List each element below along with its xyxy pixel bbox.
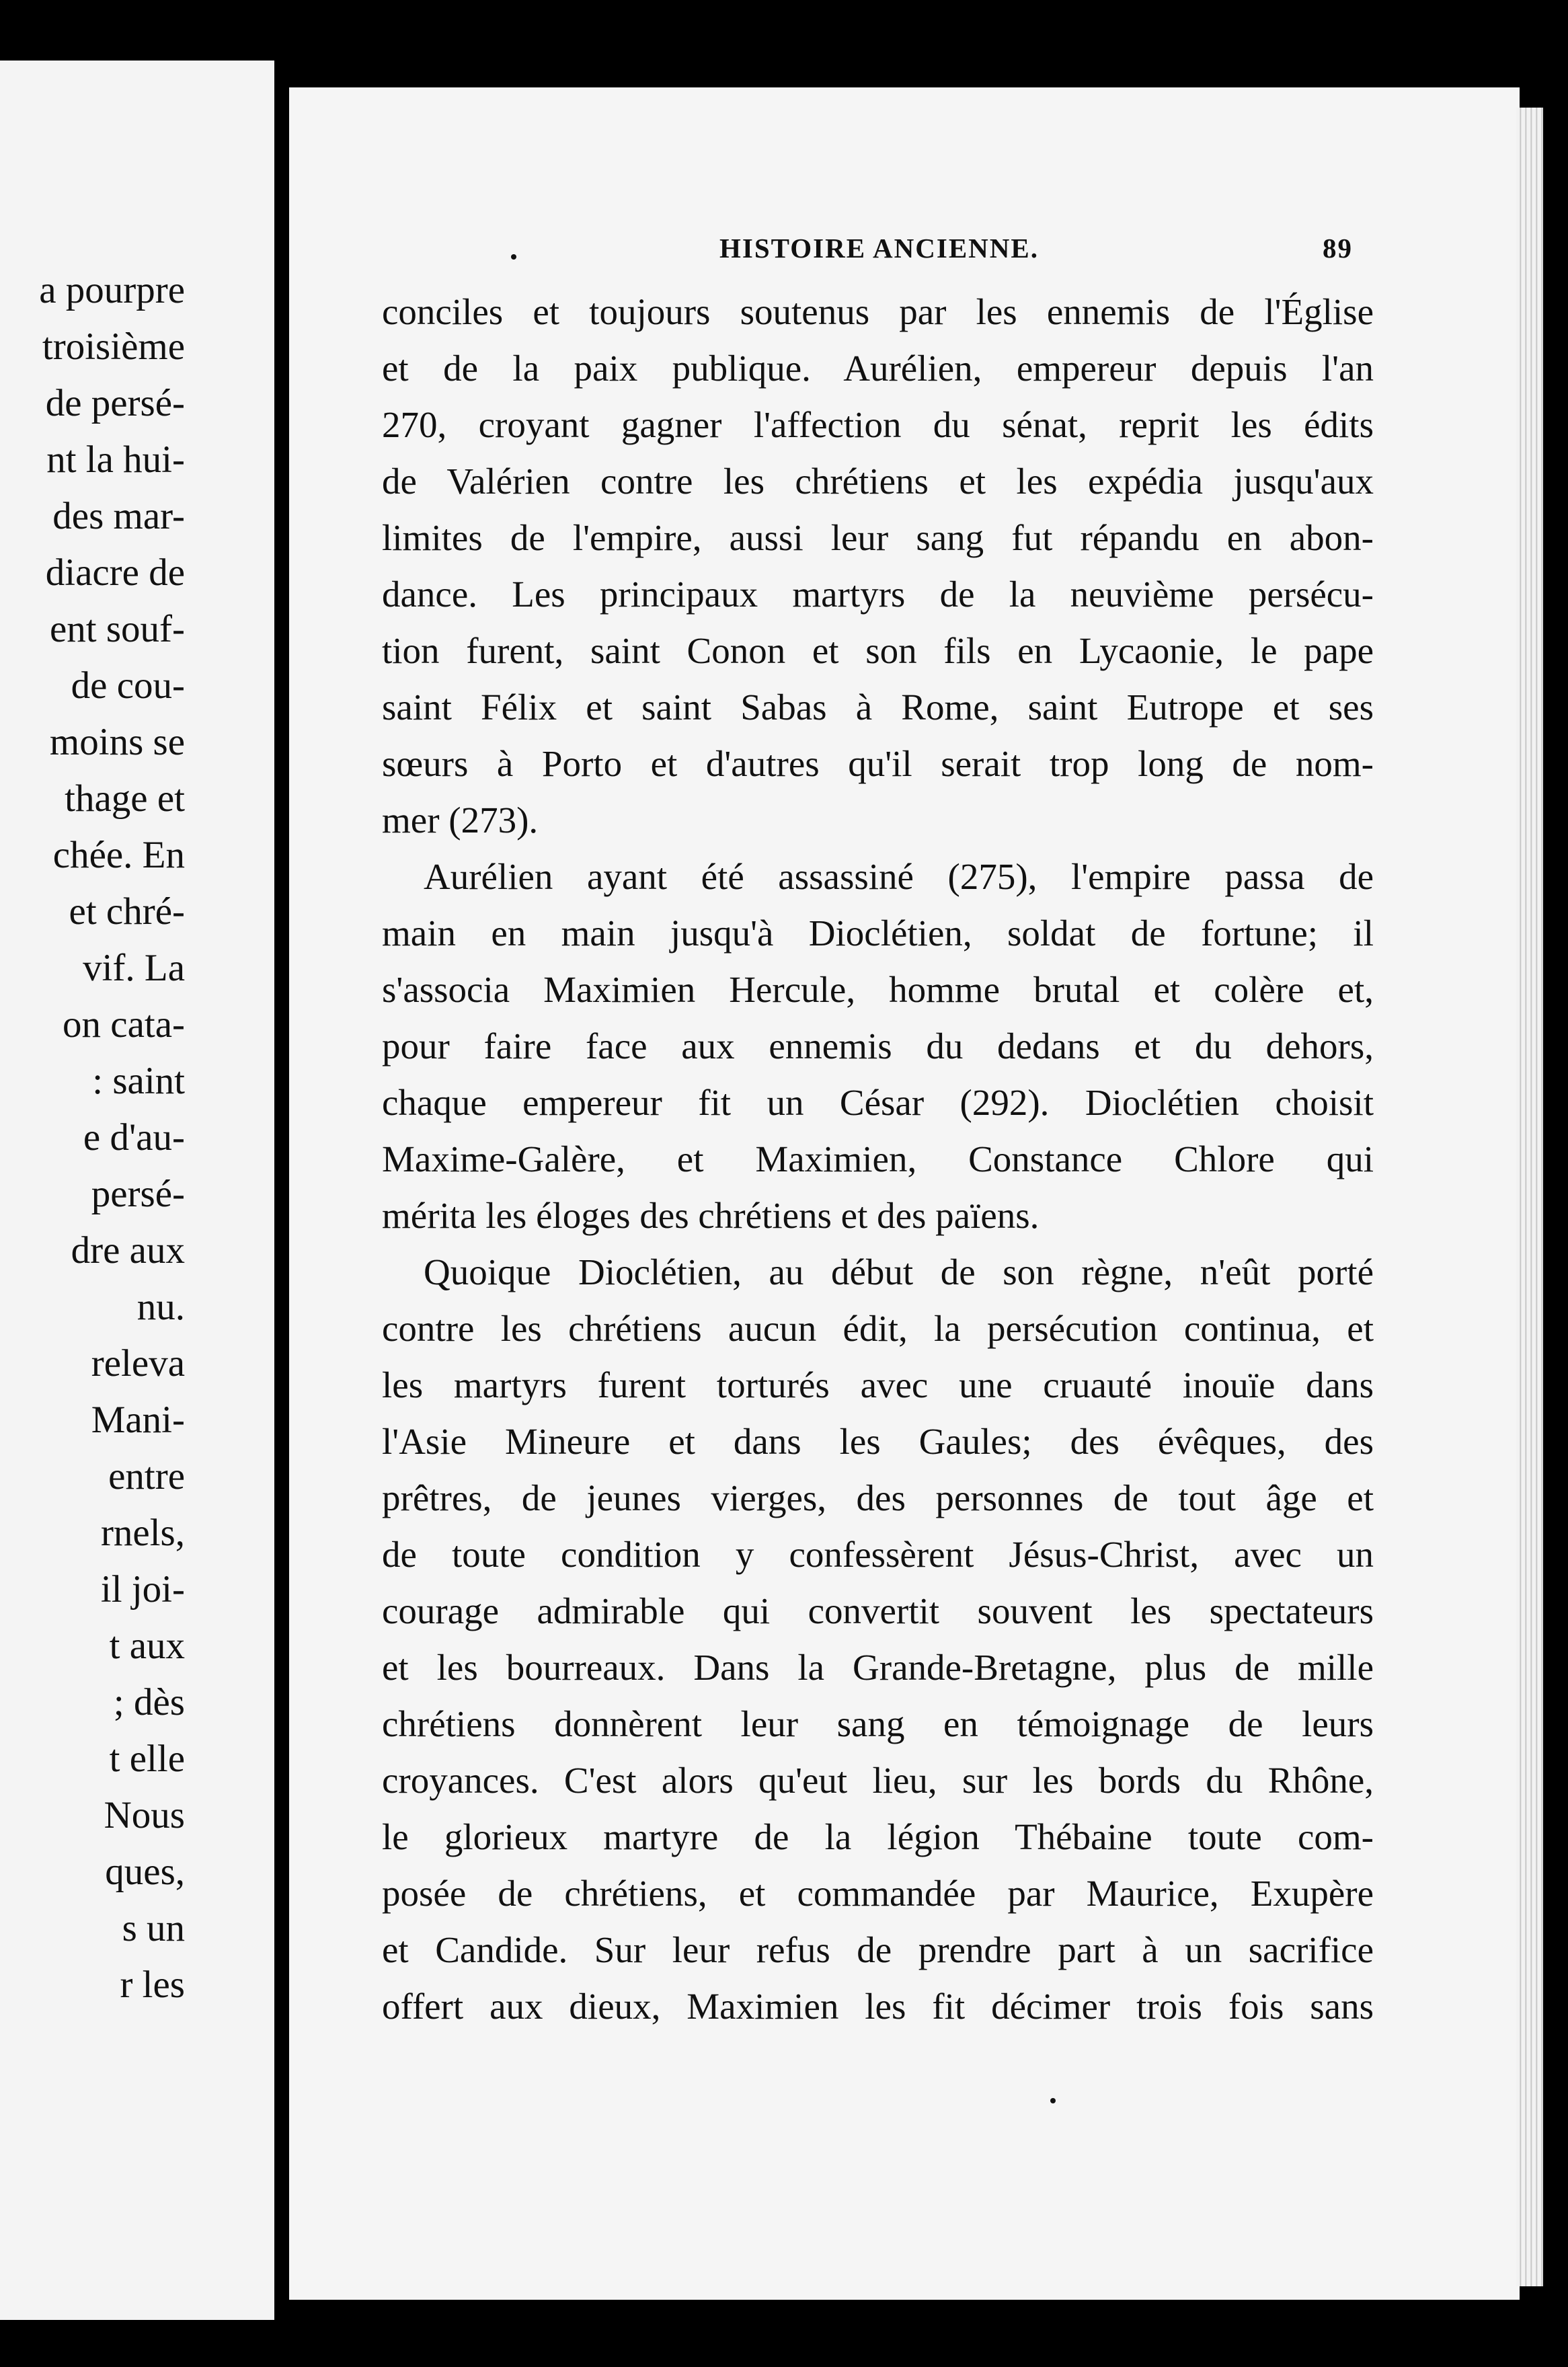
previous-page-line: nu. <box>136 1286 185 1328</box>
previous-page-line: releva <box>91 1342 185 1385</box>
page-edge <box>1516 108 1543 2286</box>
body-line: dance. Les principaux martyrs de la neuvième persécu- <box>382 574 1374 615</box>
previous-page-line: s un <box>122 1907 185 1949</box>
body-line: Aurélien ayant été assassiné (275), l'empire passa de <box>424 856 1374 897</box>
previous-page-line: de cou- <box>71 664 185 707</box>
body-line: contre les chrétiens aucun édit, la persécution continua, et <box>382 1308 1374 1349</box>
previous-page-line: dre aux <box>71 1229 185 1272</box>
body-line: tion furent, saint Conon et son fils en Lycaonie, le pape <box>382 630 1374 671</box>
body-line: chrétiens donnèrent leur sang en témoignage de leurs <box>382 1703 1374 1744</box>
body-line: conciles et toujours soutenus par les ennemis de l'Église <box>382 291 1374 332</box>
previous-page-fragment <box>0 61 279 2320</box>
body-line: offert aux dieux, Maximien les fit décimer trois fois sans <box>382 1986 1374 2027</box>
body-line: Maxime-Galère, et Maximien, Constance Chlore qui <box>382 1138 1374 1179</box>
body-line: pour faire face aux ennemis du dedans et du dehors, <box>382 1025 1374 1066</box>
body-line: de Valérien contre les chrétiens et les expédia jusqu'aux <box>382 461 1374 502</box>
ink-speck <box>511 254 516 260</box>
body-line: et de la paix publique. Aurélien, empereur depuis l'an <box>382 348 1374 389</box>
previous-page-line: on cata- <box>63 1003 185 1046</box>
previous-page-line: Mani- <box>91 1399 185 1441</box>
previous-page-line: vif. La <box>83 947 185 989</box>
previous-page-line: persé- <box>91 1173 185 1215</box>
body-line: et Candide. Sur leur refus de prendre part à un sacrifice <box>382 1929 1374 1970</box>
gutter-shadow <box>274 54 285 2327</box>
previous-page-line: ; dès <box>113 1681 185 1723</box>
previous-page-line: nt la hui- <box>46 438 185 481</box>
body-line: croyances. C'est alors qu'eut lieu, sur les bords du Rhône, <box>382 1760 1374 1801</box>
body-line: de toute condition y confessèrent Jésus-Christ, avec un <box>382 1534 1374 1575</box>
previous-page-line: rnels, <box>100 1512 185 1554</box>
previous-page-line: troisième <box>42 325 185 368</box>
body-line: chaque empereur fit un César (292). Dioclétien choisit <box>382 1082 1374 1123</box>
body-line: limites de l'empire, aussi leur sang fut répandu en abon- <box>382 517 1374 558</box>
previous-page-line: des mar- <box>52 495 185 537</box>
body-line: courage admirable qui convertit souvent les spectateurs <box>382 1590 1374 1631</box>
previous-page-line: Nous <box>104 1794 185 1836</box>
ink-speck <box>1050 2098 1056 2103</box>
body-line: main en main jusqu'à Dioclétien, soldat de fortune; il <box>382 913 1374 954</box>
body-line: l'Asie Mineure et dans les Gaules; des évêques, des <box>382 1421 1374 1462</box>
body-line: les martyrs furent torturés avec une cruauté inouïe dans <box>382 1364 1374 1405</box>
body-line: prêtres, de jeunes vierges, des personnes de tout âge et <box>382 1477 1374 1518</box>
previous-page-line: a pourpre <box>39 269 185 311</box>
previous-page-line: entre <box>108 1455 185 1498</box>
previous-page-line: e d'au- <box>83 1116 185 1159</box>
previous-page-text <box>0 262 185 2013</box>
previous-page-line: ent souf- <box>49 608 185 650</box>
previous-page-line: et chré- <box>69 890 185 933</box>
previous-page-line: t elle <box>109 1738 185 1780</box>
body-line: sœurs à Porto et d'autres qu'il serait trop long de nom- <box>382 743 1374 784</box>
previous-page-line: moins se <box>49 721 185 763</box>
body-line: mérita les éloges des chrétiens et des païens. <box>382 1195 1040 1236</box>
body-line: le glorieux martyre de la légion Thébaine toute com- <box>382 1816 1374 1857</box>
body-line: mer (273). <box>382 800 539 841</box>
body-line: 270, croyant gagner l'affection du sénat, reprit les édits <box>382 404 1374 445</box>
body-line: s'associa Maximien Hercule, homme brutal et colère et, <box>382 969 1374 1010</box>
body-line: Quoique Dioclétien, au début de son règne, n'eût porté <box>424 1251 1374 1292</box>
previous-page-line: : saint <box>92 1060 185 1102</box>
current-page <box>289 87 1520 2300</box>
previous-page-line: de persé- <box>45 382 185 424</box>
body-line: saint Félix et saint Sabas à Rome, saint Eutrope et ses <box>382 687 1374 728</box>
previous-page-line: chée. En <box>52 834 185 876</box>
previous-page-line: ques, <box>105 1851 185 1893</box>
body-line: et les bourreaux. Dans la Grande-Bretagne, plus de mille <box>382 1647 1374 1688</box>
running-title: HISTOIRE ANCIENNE. <box>719 233 1039 264</box>
body-line: posée de chrétiens, et commandée par Maurice, Exupère <box>382 1873 1374 1914</box>
page-number: 89 <box>1323 233 1353 264</box>
body-text <box>382 284 1374 2035</box>
previous-page-line: r les <box>120 1964 185 2006</box>
previous-page-line: il joi- <box>100 1568 185 1611</box>
previous-page-line: t aux <box>109 1625 185 1667</box>
running-head <box>289 232 1520 272</box>
previous-page-line: thage et <box>65 777 185 820</box>
previous-page-line: diacre de <box>45 551 185 594</box>
